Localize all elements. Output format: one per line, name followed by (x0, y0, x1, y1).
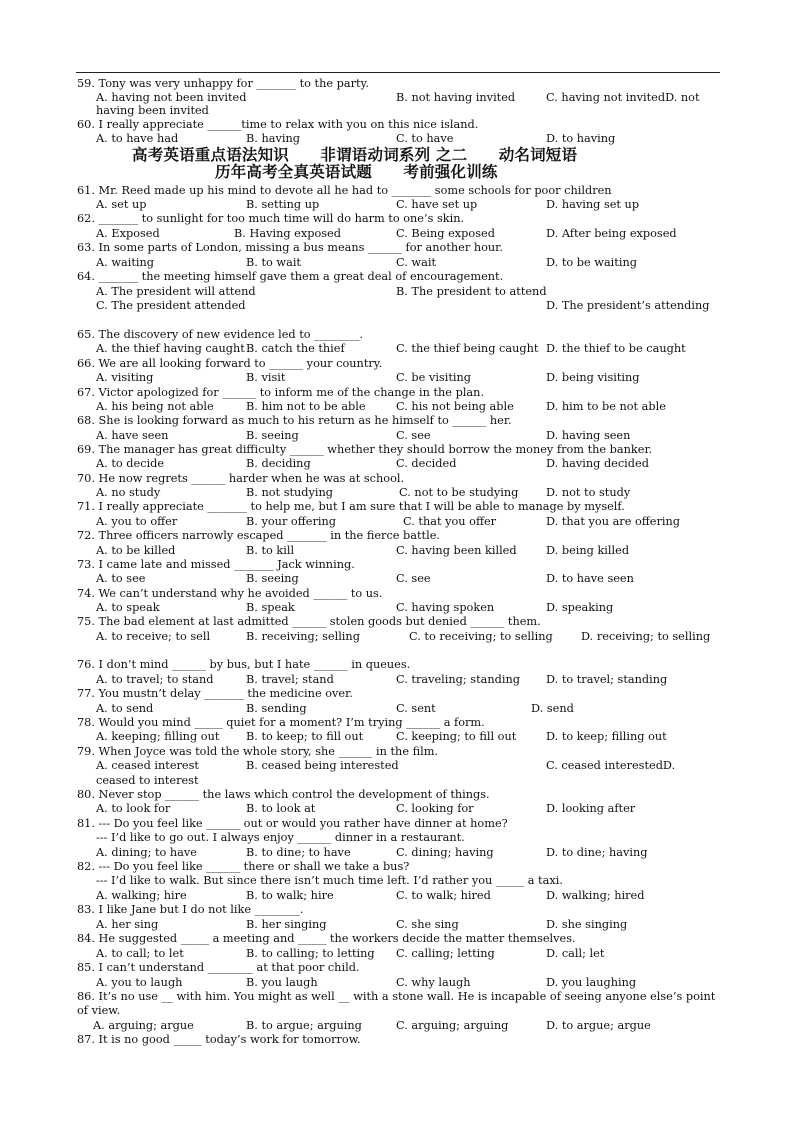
option-a: A. arguing; argue (93, 1019, 194, 1032)
question-stem: 59. Tony was very unhappy for _______ to the party. (77, 77, 370, 90)
option-b: B. not studying (246, 486, 334, 499)
option-c: C. looking for (396, 802, 474, 815)
option-c: C. keeping; to fill out (396, 730, 517, 743)
option-a: A. the thief having caught (96, 342, 245, 355)
option-c: C. his not being able (396, 400, 514, 413)
option-b: B. to keep; to fill out (246, 730, 364, 743)
option-a: A. to receive; to sell (96, 630, 211, 643)
option-b: B. sending (246, 702, 307, 715)
option-c: C. traveling; standing (396, 673, 520, 686)
question-stem: 68. She is looking forward as much to his return as he himself to ______ her. (77, 414, 512, 427)
question-stem: 62. _______ to sunlight for too much time will do harm to one’s skin. (77, 212, 465, 225)
option-a: A. walking; hire (96, 889, 187, 902)
option-c: C. why laugh (396, 976, 471, 989)
option-a: A. having not been invited (96, 91, 247, 104)
option-b: B. to argue; arguing (246, 1019, 362, 1032)
option-c: C. having spoken (396, 601, 495, 614)
question-stem: 78. Would you mind _____ quiet for a moment? I’m trying ______ a form. (77, 716, 485, 729)
question-stem-reply: --- I’d like to walk. But since there isn’t much time left. I’d rather you _____ a taxi. (96, 874, 563, 887)
option-a: A. ceased interest (96, 759, 199, 772)
option-d: D. to be waiting (546, 256, 637, 269)
option-c: C. not to be studying (399, 486, 519, 499)
option-d: D. being visiting (546, 371, 640, 384)
option-c: C. be visiting (396, 371, 471, 384)
question-stem-reply: --- I’d like to go out. I always enjoy ______ dinner in a restaurant. (96, 831, 465, 844)
option-d: D. The president’s attending (546, 299, 710, 312)
option-a: A. visiting (96, 371, 154, 384)
option-c: C. decided (396, 457, 457, 470)
question-stem: 61. Mr. Reed made up his mind to devote all he had to _______ some schools for poor children (77, 184, 612, 197)
option-d: D. she singing (546, 918, 628, 931)
option-b: B. receiving; selling (246, 630, 360, 643)
option-b: B. not having invited (396, 91, 516, 104)
option-a: A. no study (96, 486, 161, 499)
page-subtitle: 历年高考全真英语试题 考前强化训练 (215, 163, 498, 181)
option-c: C. wait (396, 256, 436, 269)
question-stem: 83. I like Jane but I do not like ________. (77, 903, 304, 916)
option-a: A. to decide (96, 457, 165, 470)
option-a: A. you to laugh (96, 976, 183, 989)
option-c: C. Being exposed (396, 227, 495, 240)
question-stem: 60. I really appreciate ______time to relax with you on this nice island. (77, 118, 479, 131)
option-c: C. The president attended (96, 299, 246, 312)
option-b: B. catch the thief (246, 342, 345, 355)
option-b: B. to look at (246, 802, 316, 815)
option-d: D. looking after (546, 802, 636, 815)
option-b: B. her singing (246, 918, 327, 931)
option-b: B. The president to attend (396, 285, 547, 298)
option-b: B. him not to be able (246, 400, 366, 413)
option-c: C. she sing (396, 918, 459, 931)
option-a: A. to be killed (96, 544, 176, 557)
option-b: B. to dine; to have (246, 846, 351, 859)
option-d: D. to have seen (546, 572, 634, 585)
option-b: B. setting up (246, 198, 320, 211)
question-stem: 74. We can’t understand why he avoided ______ to us. (77, 587, 383, 600)
option-a: A. you to offer (96, 515, 178, 528)
option-a: A. Exposed (96, 227, 160, 240)
question-stem: 79. When Joyce was told the whole story, she ______ in the film. (77, 745, 439, 758)
option-a: A. waiting (96, 256, 155, 269)
question-stem: 80. Never stop ______ the laws which control the development of things. (77, 788, 490, 801)
option-a: A. his being not able (96, 400, 214, 413)
option-d: D. having set up (546, 198, 640, 211)
option-d: having been invited (96, 104, 209, 117)
page-title: 高考英语重点语法知识 非谓语动词系列 之二 动名词短语 (132, 146, 578, 164)
option-b: B. ceased being interested (246, 759, 399, 772)
option-d: D. having decided (546, 457, 649, 470)
question-stem: 69. The manager has great difficulty ______ whether they should borrow the money from the banker. (77, 443, 653, 456)
option-b: B. deciding (246, 457, 311, 470)
option-c: C. sent (396, 702, 436, 715)
question-stem: 70. He now regrets ______ harder when he was at school. (77, 472, 405, 485)
question-stem: 85. I can’t understand ________ at that poor child. (77, 961, 360, 974)
option-d: D. the thief to be caught (546, 342, 686, 355)
question-stem: 76. I don’t mind ______ by bus, but I hate ______ in queues. (77, 658, 411, 671)
option-b: B. to kill (246, 544, 295, 557)
option-a: A. to speak (96, 601, 160, 614)
option-a: A. keeping; filling out (96, 730, 220, 743)
option-c: C. to walk; hired (396, 889, 491, 902)
option-a: A. dining; to have (96, 846, 197, 859)
option-b: B. seeing (246, 429, 299, 442)
option-b: B. travel; stand (246, 673, 334, 686)
question-stem: 71. I really appreciate _______ to help me, but I am sure that I will be able to manage by myself. (77, 500, 625, 513)
option-b: B. to wait (246, 256, 301, 269)
option-b: B. seeing (246, 572, 299, 585)
question-stem: 75. The bad element at last admitted ______ stolen goods but denied ______ them. (77, 615, 541, 628)
option-a: A. to send (96, 702, 154, 715)
question-stem: 87. It is no good _____ today’s work for tomorrow. (77, 1033, 361, 1046)
question-stem: 66. We are all looking forward to ______ your country. (77, 357, 383, 370)
option-d: D. to dine; having (546, 846, 648, 859)
option-d: D. you laughing (546, 976, 637, 989)
option-c: C. have set up (396, 198, 478, 211)
option-c: C. to have (396, 132, 454, 145)
option-b: B. speak (246, 601, 295, 614)
option-d: D. to travel; standing (546, 673, 668, 686)
question-stem-cont: of view. (77, 1004, 121, 1017)
option-c: C. dining; having (396, 846, 494, 859)
question-stem: 82. --- Do you feel like ______ there or shall we take a bus? (77, 860, 410, 873)
option-d: D. to having (546, 132, 616, 145)
option-b: B. visit (246, 371, 286, 384)
question-stem: 81. --- Do you feel like ______ out or would you rather have dinner at home? (77, 817, 508, 830)
option-c: C. ceased interestedD. (546, 759, 676, 772)
option-a: A. her sing (96, 918, 159, 931)
question-stem: 77. You mustn’t delay _______ the medicine over. (77, 687, 353, 700)
question-stem: 86. It’s no use __ with him. You might as well __ with a stone wall. He is incapable of seeing anyone else’s point (77, 990, 716, 1003)
option-c: C. see (396, 429, 431, 442)
option-d: D. him to be not able (546, 400, 666, 413)
option-a: A. have seen (96, 429, 169, 442)
option-c: C. the thief being caught (396, 342, 539, 355)
option-c: C. having not invitedD. not (546, 91, 700, 104)
option-c: C. having been killed (396, 544, 517, 557)
option-d: D. walking; hired (546, 889, 645, 902)
option-a: A. set up (96, 198, 147, 211)
option-d: D. After being exposed (546, 227, 677, 240)
header-rule (76, 72, 720, 73)
option-b: B. to calling; to letting (246, 947, 375, 960)
option-a: A. The president will attend (96, 285, 256, 298)
question-stem: 67. Victor apologized for ______ to inform me of the change in the plan. (77, 386, 485, 399)
option-d: ceased to interest (96, 774, 199, 787)
option-b: B. you laugh (246, 976, 318, 989)
option-d: D. having seen (546, 429, 631, 442)
option-d: D. not to study (546, 486, 631, 499)
option-a: A. to travel; to stand (96, 673, 214, 686)
question-stem: 64. _______ the meeting himself gave them a great deal of encouragement. (77, 270, 504, 283)
question-stem: 65. The discovery of new evidence led to ________. (77, 328, 363, 341)
option-a: A. to see (96, 572, 146, 585)
option-c: C. calling; letting (396, 947, 495, 960)
option-b: B. your offering (246, 515, 336, 528)
option-a: A. to call; to let (96, 947, 184, 960)
question-stem: 63. In some parts of London, missing a bus means ______ for another hour. (77, 241, 503, 254)
option-c: C. arguing; arguing (396, 1019, 509, 1032)
option-d: D. to argue; argue (546, 1019, 651, 1032)
option-c: C. to receiving; to selling (409, 630, 553, 643)
option-b: B. having (246, 132, 300, 145)
option-d: D. receiving; to selling (581, 630, 711, 643)
question-stem: 84. He suggested _____ a meeting and _____ the workers decide the matter themselves. (77, 932, 576, 945)
question-stem: 72. Three officers narrowly escaped _______ in the fierce battle. (77, 529, 440, 542)
option-a: A. to have had (96, 132, 179, 145)
option-b: B. Having exposed (234, 227, 341, 240)
option-d: D. call; let (546, 947, 605, 960)
option-c: C. see (396, 572, 431, 585)
option-c: C. that you offer (403, 515, 497, 528)
option-a: A. to look for (96, 802, 171, 815)
option-d: D. send (531, 702, 574, 715)
option-d: D. to keep; filling out (546, 730, 667, 743)
option-b: B. to walk; hire (246, 889, 334, 902)
option-d: D. that you are offering (546, 515, 681, 528)
question-stem: 73. I came late and missed _______ Jack winning. (77, 558, 355, 571)
option-d: D. speaking (546, 601, 614, 614)
option-d: D. being killed (546, 544, 630, 557)
